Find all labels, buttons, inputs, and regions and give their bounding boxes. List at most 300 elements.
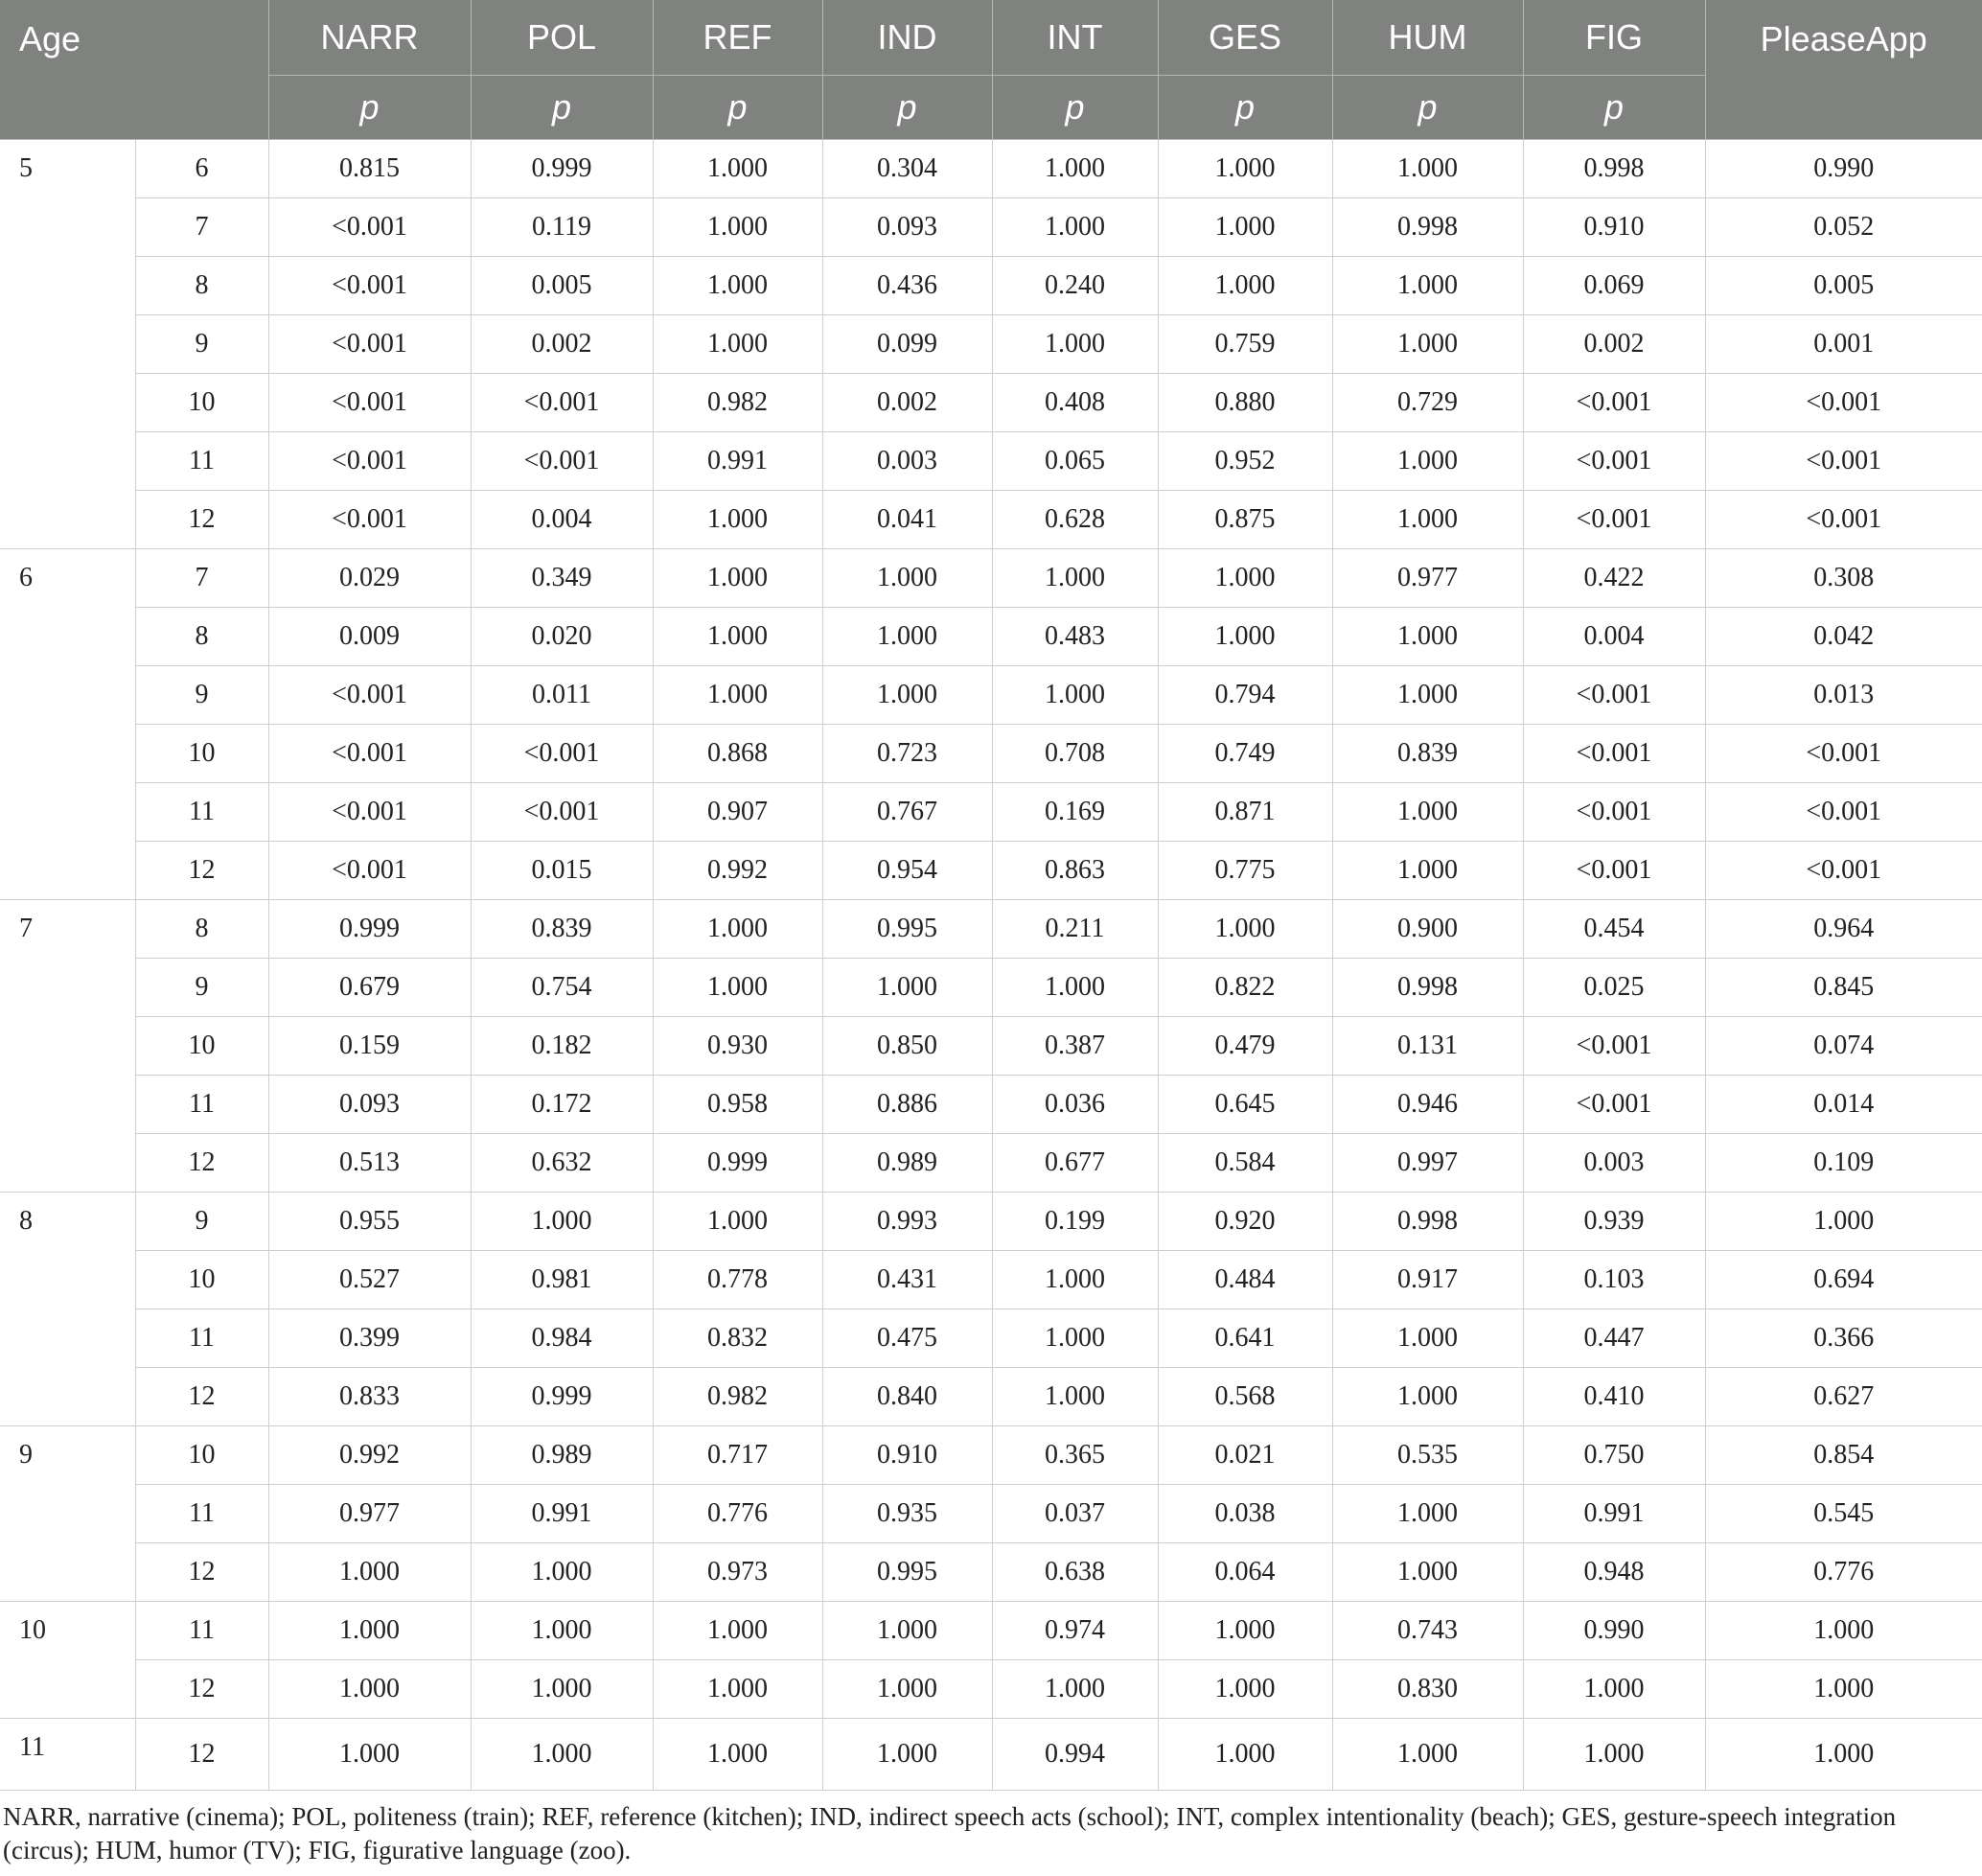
- p-value-cell: 0.015: [471, 842, 653, 900]
- p-value-cell: <0.001: [268, 432, 471, 491]
- p-value-cell: 0.815: [268, 140, 471, 198]
- p-value-cell: <0.001: [268, 315, 471, 374]
- p-value-cell: 0.025: [1523, 959, 1705, 1017]
- p-value-cell: 0.545: [1705, 1485, 1982, 1543]
- p-value-cell: 0.833: [268, 1368, 471, 1426]
- header-narr: NARR: [268, 0, 471, 76]
- p-value-cell: 0.997: [1332, 1134, 1523, 1193]
- p-value-cell: 0.995: [822, 900, 992, 959]
- p-value-cell: 1.000: [1332, 608, 1523, 666]
- p-value-cell: 0.982: [653, 1368, 822, 1426]
- p-value-cell: 0.479: [1158, 1017, 1332, 1076]
- p-value-cell: 0.776: [1705, 1543, 1982, 1602]
- p-value-cell: 0.199: [992, 1193, 1158, 1251]
- p-value-cell: 0.475: [822, 1309, 992, 1368]
- p-value-cell: 0.952: [1158, 432, 1332, 491]
- subheader-p: p: [1523, 76, 1705, 140]
- p-value-cell: 1.000: [653, 491, 822, 549]
- header-int: INT: [992, 0, 1158, 76]
- comparison-age-cell: 12: [135, 1543, 268, 1602]
- p-value-cell: 1.000: [653, 608, 822, 666]
- p-value-cell: 1.000: [1332, 1543, 1523, 1602]
- p-value-cell: 1.000: [653, 959, 822, 1017]
- p-value-cell: 0.074: [1705, 1017, 1982, 1076]
- p-value-cell: 0.939: [1523, 1193, 1705, 1251]
- table-row: [0, 198, 1982, 257]
- p-value-cell: 1.000: [992, 1309, 1158, 1368]
- p-value-cell: 0.973: [653, 1543, 822, 1602]
- p-value-cell: <0.001: [1523, 1017, 1705, 1076]
- p-value-cell: 0.064: [1158, 1543, 1332, 1602]
- comparison-age-cell: 8: [135, 608, 268, 666]
- p-value-cell: 1.000: [822, 666, 992, 725]
- p-value-cell: <0.001: [1705, 491, 1982, 549]
- p-value-cell: 1.000: [1332, 783, 1523, 842]
- p-value-cell: 0.993: [822, 1193, 992, 1251]
- p-value-cell: <0.001: [1705, 842, 1982, 900]
- p-value-cell: 0.436: [822, 257, 992, 315]
- p-value-cell: 0.172: [471, 1076, 653, 1134]
- p-value-cell: 0.182: [471, 1017, 653, 1076]
- p-value-cell: 0.131: [1332, 1017, 1523, 1076]
- header-pleaseapp: PleaseApp: [1705, 0, 1982, 140]
- p-value-cell: 1.000: [822, 608, 992, 666]
- p-value-cell: 0.029: [268, 549, 471, 608]
- p-value-cell: 0.349: [471, 549, 653, 608]
- comparison-age-cell: 11: [135, 432, 268, 491]
- table-row: [0, 959, 1982, 1017]
- p-value-cell: 0.998: [1332, 198, 1523, 257]
- p-value-cell: <0.001: [1523, 842, 1705, 900]
- p-value-cell: 1.000: [992, 198, 1158, 257]
- p-value-cell: 0.069: [1523, 257, 1705, 315]
- p-value-cell: 0.009: [268, 608, 471, 666]
- table-row: [0, 140, 1982, 198]
- comparison-age-cell: 9: [135, 1193, 268, 1251]
- age-group-cell: 8: [0, 1193, 135, 1426]
- p-value-cell: 0.767: [822, 783, 992, 842]
- p-value-cell: <0.001: [1523, 725, 1705, 783]
- p-value-cell: 0.839: [1332, 725, 1523, 783]
- p-value-cell: 0.992: [268, 1426, 471, 1485]
- p-value-cell: 1.000: [1158, 1719, 1332, 1791]
- p-value-cell: 0.990: [1523, 1602, 1705, 1660]
- p-value-cell: 0.632: [471, 1134, 653, 1193]
- p-value-cell: 0.743: [1332, 1602, 1523, 1660]
- comparison-age-cell: 8: [135, 900, 268, 959]
- p-value-cell: 0.020: [471, 608, 653, 666]
- p-value-cell: 0.958: [653, 1076, 822, 1134]
- p-value-cell: 0.021: [1158, 1426, 1332, 1485]
- p-value-cell: 0.014: [1705, 1076, 1982, 1134]
- comparison-age-cell: 12: [135, 491, 268, 549]
- p-value-cell: 0.431: [822, 1251, 992, 1309]
- p-value-cell: 1.000: [822, 549, 992, 608]
- p-value-cell: 1.000: [1332, 257, 1523, 315]
- p-value-cell: 0.989: [471, 1426, 653, 1485]
- p-value-cell: <0.001: [1523, 783, 1705, 842]
- p-value-cell: 0.977: [268, 1485, 471, 1543]
- p-value-cell: 0.002: [471, 315, 653, 374]
- header-hum: HUM: [1332, 0, 1523, 76]
- p-value-cell: 0.366: [1705, 1309, 1982, 1368]
- table-row: [0, 1309, 1982, 1368]
- table-row: [0, 1719, 1982, 1791]
- table-row: [0, 842, 1982, 900]
- p-value-cell: 0.832: [653, 1309, 822, 1368]
- p-value-cell: 0.999: [268, 900, 471, 959]
- p-value-cell: 1.000: [653, 900, 822, 959]
- comparison-age-cell: 12: [135, 842, 268, 900]
- p-value-cell: 0.483: [992, 608, 1158, 666]
- p-value-cell: 1.000: [653, 1660, 822, 1719]
- p-value-cell: 0.005: [1705, 257, 1982, 315]
- p-value-cell: 0.645: [1158, 1076, 1332, 1134]
- p-value-cell: 1.000: [1523, 1719, 1705, 1791]
- p-value-cell: <0.001: [471, 783, 653, 842]
- p-value-cell: 0.871: [1158, 783, 1332, 842]
- p-value-cell: 0.822: [1158, 959, 1332, 1017]
- age-group-cell: 9: [0, 1426, 135, 1602]
- p-value-cell: <0.001: [1523, 1076, 1705, 1134]
- p-value-cell: 1.000: [471, 1543, 653, 1602]
- table-row: [0, 900, 1982, 959]
- p-value-cell: 1.000: [653, 315, 822, 374]
- p-value-cell: 1.000: [1158, 1660, 1332, 1719]
- p-value-cell: 1.000: [471, 1719, 653, 1791]
- p-value-cell: 0.729: [1332, 374, 1523, 432]
- p-value-cell: 0.845: [1705, 959, 1982, 1017]
- p-value-cell: 1.000: [1332, 491, 1523, 549]
- p-value-cell: 0.723: [822, 725, 992, 783]
- p-value-cell: 0.004: [471, 491, 653, 549]
- p-value-cell: <0.001: [268, 491, 471, 549]
- p-value-cell: 0.099: [822, 315, 992, 374]
- p-value-cell: 1.000: [992, 549, 1158, 608]
- p-value-cell: 1.000: [653, 1719, 822, 1791]
- comparison-age-cell: 11: [135, 783, 268, 842]
- table-row: [0, 1076, 1982, 1134]
- p-value-cell: 1.000: [992, 315, 1158, 374]
- p-value-cell: 1.000: [653, 140, 822, 198]
- p-value-cell: 0.875: [1158, 491, 1332, 549]
- p-value-cell: 1.000: [653, 549, 822, 608]
- p-value-cell: 0.999: [471, 1368, 653, 1426]
- p-value-cell: 0.037: [992, 1485, 1158, 1543]
- p-value-cell: 0.830: [1332, 1660, 1523, 1719]
- table-row: [0, 491, 1982, 549]
- p-value-cell: 0.759: [1158, 315, 1332, 374]
- p-value-cell: 0.994: [992, 1719, 1158, 1791]
- comparison-age-cell: 6: [135, 140, 268, 198]
- table-row: [0, 666, 1982, 725]
- p-value-cell: 1.000: [992, 1368, 1158, 1426]
- p-value-cell: <0.001: [1523, 491, 1705, 549]
- p-value-cell: 0.863: [992, 842, 1158, 900]
- header-pol: POL: [471, 0, 653, 76]
- header-ind: IND: [822, 0, 992, 76]
- table-row: [0, 1368, 1982, 1426]
- p-value-cell: 0.990: [1705, 140, 1982, 198]
- p-value-cell: 0.910: [822, 1426, 992, 1485]
- p-value-cell: 0.750: [1523, 1426, 1705, 1485]
- p-value-cell: <0.001: [471, 374, 653, 432]
- p-value-cell: 1.000: [1158, 900, 1332, 959]
- p-value-cell: 0.052: [1705, 198, 1982, 257]
- p-value-cell: 0.749: [1158, 725, 1332, 783]
- p-value-cell: 1.000: [268, 1660, 471, 1719]
- p-value-cell: 0.717: [653, 1426, 822, 1485]
- p-value-cell: <0.001: [1523, 432, 1705, 491]
- comparison-age-cell: 12: [135, 1368, 268, 1426]
- comparison-age-cell: 12: [135, 1719, 268, 1791]
- p-value-cell: 1.000: [268, 1543, 471, 1602]
- p-value-cell: 1.000: [822, 1602, 992, 1660]
- p-value-cell: 1.000: [653, 1193, 822, 1251]
- p-value-cell: 1.000: [992, 140, 1158, 198]
- p-value-cell: 0.042: [1705, 608, 1982, 666]
- table-row: [0, 783, 1982, 842]
- p-value-cell: 0.982: [653, 374, 822, 432]
- p-value-cell: 0.778: [653, 1251, 822, 1309]
- p-value-cell: 1.000: [1332, 315, 1523, 374]
- p-value-cell: 0.839: [471, 900, 653, 959]
- p-value-cell: 0.454: [1523, 900, 1705, 959]
- p-value-cell: 1.000: [1705, 1193, 1982, 1251]
- p-value-cell: 0.410: [1523, 1368, 1705, 1426]
- comparison-age-cell: 10: [135, 1017, 268, 1076]
- p-value-cell: 1.000: [822, 1660, 992, 1719]
- comparison-age-cell: 12: [135, 1134, 268, 1193]
- p-value-cell: 0.995: [822, 1543, 992, 1602]
- p-value-cell: 0.998: [1523, 140, 1705, 198]
- p-value-cell: 0.387: [992, 1017, 1158, 1076]
- subheader-p: p: [992, 76, 1158, 140]
- p-value-cell: 0.641: [1158, 1309, 1332, 1368]
- age-group-cell: 6: [0, 549, 135, 900]
- p-value-cell: <0.001: [1705, 432, 1982, 491]
- p-value-cell: 0.946: [1332, 1076, 1523, 1134]
- p-value-cell: 0.568: [1158, 1368, 1332, 1426]
- p-value-cell: 0.794: [1158, 666, 1332, 725]
- p-value-cell: 0.628: [992, 491, 1158, 549]
- p-value-cell: <0.001: [1523, 666, 1705, 725]
- age-group-cell: 5: [0, 140, 135, 549]
- p-value-cell: <0.001: [268, 783, 471, 842]
- table-row: [0, 1251, 1982, 1309]
- p-value-cell: 0.977: [1332, 549, 1523, 608]
- p-value-cell: 0.065: [992, 432, 1158, 491]
- p-value-cell: <0.001: [1523, 374, 1705, 432]
- p-value-cell: 0.775: [1158, 842, 1332, 900]
- p-value-cell: 0.998: [1332, 959, 1523, 1017]
- p-value-cell: 1.000: [1705, 1719, 1982, 1791]
- p-value-cell: 0.954: [822, 842, 992, 900]
- age-group-cell: 11: [0, 1719, 135, 1791]
- p-value-cell: <0.001: [268, 257, 471, 315]
- p-value-cell: 0.754: [471, 959, 653, 1017]
- p-value-cell: 0.991: [471, 1485, 653, 1543]
- p-value-cell: 0.999: [471, 140, 653, 198]
- header-fig: FIG: [1523, 0, 1705, 76]
- table-row: [0, 1543, 1982, 1602]
- p-value-cell: 1.000: [1332, 1719, 1523, 1791]
- p-value-cell: 0.920: [1158, 1193, 1332, 1251]
- p-value-cell: 1.000: [1158, 257, 1332, 315]
- p-value-cell: 1.000: [992, 666, 1158, 725]
- subheader-p: p: [1158, 76, 1332, 140]
- table-row: [0, 1660, 1982, 1719]
- subheader-p: p: [471, 76, 653, 140]
- comparison-age-cell: 9: [135, 315, 268, 374]
- p-value-cell: <0.001: [471, 432, 653, 491]
- p-value-cell: 1.000: [653, 1602, 822, 1660]
- p-value-cell: 0.304: [822, 140, 992, 198]
- p-value-cell: 1.000: [471, 1193, 653, 1251]
- p-value-cell: 0.935: [822, 1485, 992, 1543]
- p-value-cell: <0.001: [268, 725, 471, 783]
- p-value-cell: 1.000: [653, 257, 822, 315]
- p-value-cell: 0.036: [992, 1076, 1158, 1134]
- comparison-age-cell: 11: [135, 1076, 268, 1134]
- p-value-cell: <0.001: [1705, 783, 1982, 842]
- header-age: Age: [0, 0, 268, 140]
- subheader-p: p: [1332, 76, 1523, 140]
- p-value-cell: 0.930: [653, 1017, 822, 1076]
- p-value-cell: 1.000: [1332, 140, 1523, 198]
- p-value-cell: 0.776: [653, 1485, 822, 1543]
- comparison-age-cell: 11: [135, 1485, 268, 1543]
- p-value-cell: 1.000: [1158, 140, 1332, 198]
- p-value-cell: <0.001: [471, 725, 653, 783]
- comparison-age-cell: 9: [135, 959, 268, 1017]
- p-value-cell: 0.240: [992, 257, 1158, 315]
- p-value-cell: 0.159: [268, 1017, 471, 1076]
- table-footnote: NARR, narrative (cinema); POL, politeness (train); REF, reference (kitchen); IND, indirect speech acts (school); INT, complex intentionality (beach); GES, gesture-speech integration (circus); HUM, humor (TV); FIG, figurative language (zoo).: [3, 1802, 1897, 1864]
- p-value-cell: 0.041: [822, 491, 992, 549]
- table-row: [0, 1017, 1982, 1076]
- p-value-cell: 0.002: [1523, 315, 1705, 374]
- p-value-cell: 0.103: [1523, 1251, 1705, 1309]
- p-value-cell: 0.484: [1158, 1251, 1332, 1309]
- p-value-cell: 0.001: [1705, 315, 1982, 374]
- subheader-p: p: [822, 76, 992, 140]
- p-value-cell: 0.005: [471, 257, 653, 315]
- p-value-cell: 1.000: [1332, 666, 1523, 725]
- table-row: [0, 374, 1982, 432]
- p-value-cell: 0.991: [653, 432, 822, 491]
- p-value-cell: 0.535: [1332, 1426, 1523, 1485]
- p-value-cell: 0.638: [992, 1543, 1158, 1602]
- p-value-cell: 0.169: [992, 783, 1158, 842]
- p-value-cell: 0.038: [1158, 1485, 1332, 1543]
- p-value-cell: 1.000: [653, 198, 822, 257]
- p-value-cell: 1.000: [1158, 198, 1332, 257]
- p-value-cell: 1.000: [1523, 1660, 1705, 1719]
- p-value-cell: <0.001: [268, 198, 471, 257]
- p-value-cell: 0.948: [1523, 1543, 1705, 1602]
- p-value-cell: <0.001: [268, 374, 471, 432]
- table-row: [0, 1426, 1982, 1485]
- comparison-age-cell: 11: [135, 1309, 268, 1368]
- p-value-cell: 1.000: [992, 1660, 1158, 1719]
- p-value-cell: 1.000: [1332, 1368, 1523, 1426]
- p-value-cell: 0.004: [1523, 608, 1705, 666]
- comparison-age-cell: 7: [135, 549, 268, 608]
- p-value-cell: 0.627: [1705, 1368, 1982, 1426]
- p-value-cell: <0.001: [268, 666, 471, 725]
- p-value-cell: 0.989: [822, 1134, 992, 1193]
- p-value-cell: 1.000: [471, 1602, 653, 1660]
- comparison-age-cell: 9: [135, 666, 268, 725]
- p-value-cell: 0.513: [268, 1134, 471, 1193]
- p-value-cell: 0.399: [268, 1309, 471, 1368]
- p-value-cell: 0.998: [1332, 1193, 1523, 1251]
- p-value-cell: 1.000: [1332, 432, 1523, 491]
- p-value-cell: 0.840: [822, 1368, 992, 1426]
- table-row: [0, 1602, 1982, 1660]
- p-value-cell: 0.527: [268, 1251, 471, 1309]
- p-value-cell: 1.000: [1158, 549, 1332, 608]
- table-row: [0, 725, 1982, 783]
- p-value-cell: 0.850: [822, 1017, 992, 1076]
- p-value-cell: 0.917: [1332, 1251, 1523, 1309]
- comparison-age-cell: 7: [135, 198, 268, 257]
- header-ref: REF: [653, 0, 822, 76]
- p-value-cell: 0.992: [653, 842, 822, 900]
- p-value-cell: 0.365: [992, 1426, 1158, 1485]
- p-value-cell: 0.991: [1523, 1485, 1705, 1543]
- p-value-cell: 1.000: [1158, 1602, 1332, 1660]
- p-value-cell: 0.999: [653, 1134, 822, 1193]
- comparison-age-cell: 10: [135, 1426, 268, 1485]
- p-value-cell: 0.955: [268, 1193, 471, 1251]
- p-value-cell: 1.000: [822, 1719, 992, 1791]
- table-body: [0, 140, 1982, 1791]
- table-row: [0, 315, 1982, 374]
- table-row: [0, 608, 1982, 666]
- p-value-cell: 0.886: [822, 1076, 992, 1134]
- p-value-cell: 1.000: [1705, 1660, 1982, 1719]
- p-value-cell: 1.000: [822, 959, 992, 1017]
- p-value-cell: 0.694: [1705, 1251, 1982, 1309]
- p-value-cell: 1.000: [1705, 1602, 1982, 1660]
- table-row: [0, 432, 1982, 491]
- p-value-cell: 0.422: [1523, 549, 1705, 608]
- p-value-cell: 0.900: [1332, 900, 1523, 959]
- p-value-cell: 0.907: [653, 783, 822, 842]
- table-row: [0, 1485, 1982, 1543]
- p-value-cell: 0.880: [1158, 374, 1332, 432]
- p-value-cell: 0.408: [992, 374, 1158, 432]
- p-value-cell: 0.584: [1158, 1134, 1332, 1193]
- comparison-age-cell: 10: [135, 374, 268, 432]
- p-value-cell: 0.854: [1705, 1426, 1982, 1485]
- p-value-cell: 1.000: [1332, 1309, 1523, 1368]
- table-row: [0, 1134, 1982, 1193]
- p-value-cell: 1.000: [268, 1719, 471, 1791]
- p-value-cell: 0.679: [268, 959, 471, 1017]
- p-value-cell: 0.308: [1705, 549, 1982, 608]
- p-value-cell: 0.708: [992, 725, 1158, 783]
- comparison-age-cell: 10: [135, 1251, 268, 1309]
- p-value-cell: <0.001: [1705, 725, 1982, 783]
- p-value-cell: 0.211: [992, 900, 1158, 959]
- p-value-cell: 0.868: [653, 725, 822, 783]
- age-group-cell: 10: [0, 1602, 135, 1719]
- table-row: [0, 549, 1982, 608]
- p-value-cell: 0.447: [1523, 1309, 1705, 1368]
